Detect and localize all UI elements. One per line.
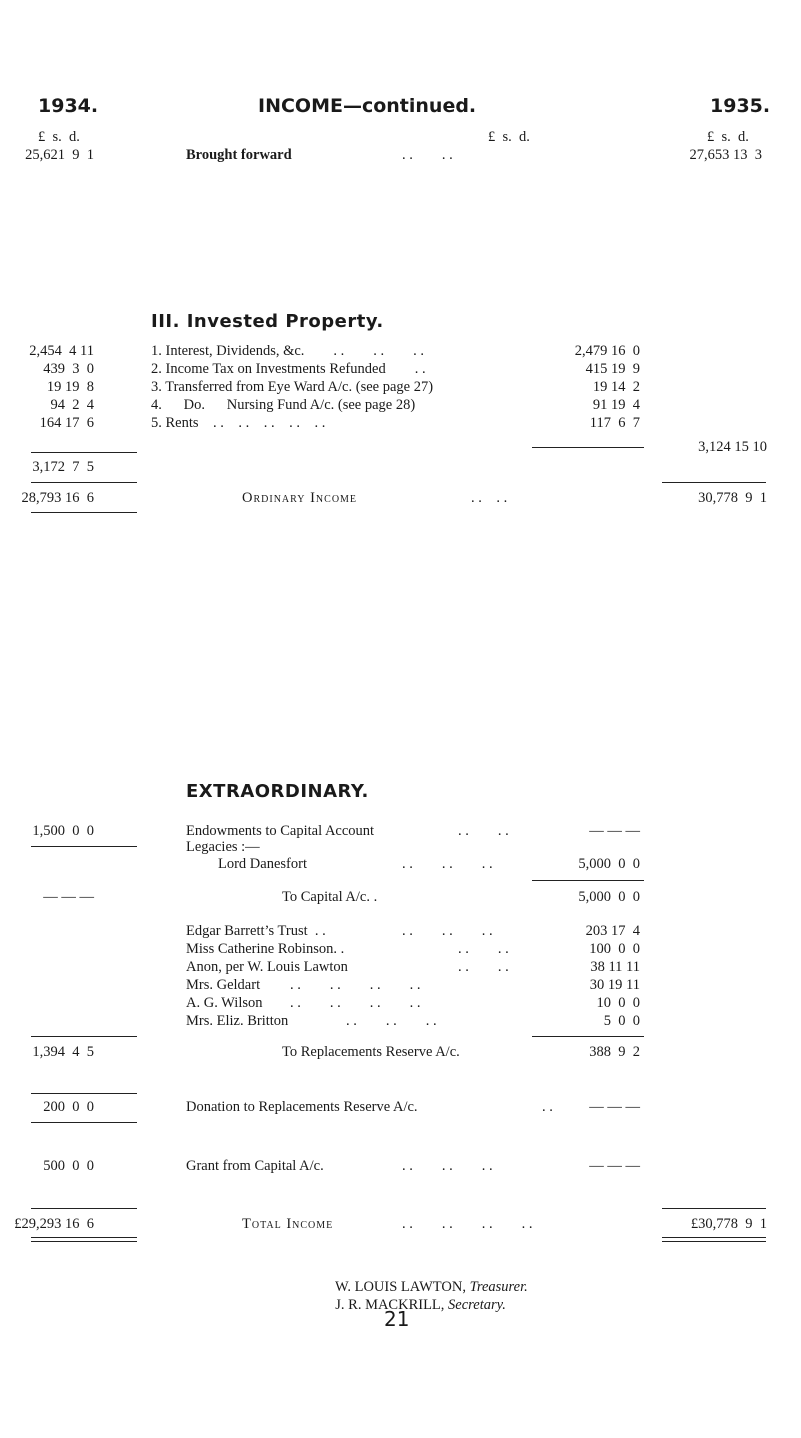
endowments-curr: — — —: [589, 823, 640, 839]
endowments-leaders: . . . .: [458, 823, 509, 839]
endowments-label: Endowments to Capital Account: [186, 823, 375, 839]
invested-total-curr: 3,124 15 10: [698, 439, 767, 455]
legacy-amount: 38 11 11: [590, 959, 640, 975]
legacy-leaders: . . . . . . . .: [290, 995, 421, 1011]
ordinary-label: Ordinary Income: [242, 490, 358, 506]
invested-curr: 415 19 9: [585, 361, 640, 377]
legacy-leaders: . . . . . .: [402, 923, 493, 939]
legacy-amount: 10 0 0: [596, 995, 640, 1011]
double-rule: [31, 1237, 137, 1242]
legacies-heading: Legacies :—: [186, 839, 260, 855]
divider: [532, 447, 644, 448]
legacy-amount: 100 0 0: [589, 941, 640, 957]
to-capital-curr: 5,000 0 0: [578, 889, 640, 905]
currency-right: £ s. d.: [707, 129, 749, 145]
legacy-label: A. G. Wilson: [186, 995, 263, 1011]
to-capital-prev: — — —: [43, 889, 94, 905]
invested-total-prev: 3,172 7 5: [32, 459, 94, 475]
legacy-leaders: . . . . . . . .: [290, 977, 421, 993]
total-curr: £30,778 9 1: [690, 1216, 767, 1232]
brought-forward-leaders: . . . .: [402, 147, 453, 163]
divider: [31, 1122, 137, 1123]
grant-prev: 500 0 0: [43, 1158, 94, 1174]
invested-prev: 439 3 0: [43, 361, 94, 377]
legacy-amount: 30 19 11: [589, 977, 640, 993]
to-replacements-label: To Replacements Reserve A/c.: [282, 1044, 460, 1060]
legacy-label: Edgar Barrett’s Trust . .: [186, 923, 326, 939]
grant-label: Grant from Capital A/c.: [186, 1158, 324, 1174]
ordinary-curr: 30,778 9 1: [698, 490, 767, 506]
legacy-label: Anon, per W. Louis Lawton: [186, 959, 348, 975]
currency-left: £ s. d.: [38, 129, 80, 145]
brought-forward-curr: 27,653 13 3: [689, 147, 762, 163]
invested-curr: 91 19 4: [592, 397, 640, 413]
year-left: 1934.: [38, 95, 99, 117]
brought-forward-prev: 25,621 9 1: [25, 147, 94, 163]
invested-curr: 19 14 2: [592, 379, 640, 395]
extraordinary-heading: EXTRAORDINARY.: [186, 781, 369, 802]
brought-forward-label: Brought forward: [186, 147, 292, 163]
secretary-signature: [328, 1280, 506, 1314]
donation-leaders: . .: [542, 1099, 553, 1115]
legacy-leaders: . . . . . .: [346, 1013, 437, 1029]
invested-label: 4. Do. Nursing Fund A/c. (see page 28): [151, 397, 416, 413]
invested-curr: 2,479 16 0: [574, 343, 640, 359]
invested-label: 2. Income Tax on Investments Refunded . .: [151, 361, 426, 377]
total-leaders: . . . . . . . .: [402, 1216, 533, 1232]
currency-mid: £ s. d.: [488, 129, 530, 145]
divider: [31, 846, 137, 847]
invested-heading: III. Invested Property.: [151, 311, 384, 332]
divider: [31, 1036, 137, 1037]
legacy-label: Mrs. Eliz. Britton: [186, 1013, 289, 1029]
to-capital-label: To Capital A/c. .: [282, 889, 378, 905]
total-prev: £29,293 16 6: [14, 1216, 94, 1232]
page-number: 21: [384, 1307, 410, 1331]
invested-prev: 19 19 8: [46, 379, 94, 395]
legacy-leaders: . . . .: [458, 959, 509, 975]
divider: [31, 452, 137, 453]
divider: [31, 512, 137, 513]
invested-curr: 117 6 7: [589, 415, 640, 431]
grant-leaders: . . . . . .: [402, 1158, 493, 1174]
invested-label: 3. Transferred from Eye Ward A/c. (see page 27): [151, 379, 434, 395]
total-label: Total Income: [242, 1216, 334, 1232]
danesfort-curr: 5,000 0 0: [578, 856, 640, 872]
danesfort-leaders: . . . . . .: [402, 856, 493, 872]
legacy-leaders: . . . .: [458, 941, 509, 957]
legacy-label: Miss Catherine Robinson. .: [186, 941, 345, 957]
divider: [532, 880, 644, 881]
legacy-label: Mrs. Geldart: [186, 977, 261, 993]
grant-curr: — — —: [589, 1158, 640, 1174]
divider: [662, 482, 766, 483]
double-rule: [662, 1237, 766, 1242]
divider: [532, 1036, 644, 1037]
ordinary-prev: 28,793 16 6: [21, 490, 94, 506]
donation-prev: 200 0 0: [43, 1099, 94, 1115]
invested-prev: 2,454 4 11: [29, 343, 94, 359]
invested-label: 5. Rents . . . . . . . . . .: [151, 415, 326, 431]
invested-label: 1. Interest, Dividends, &c. . . . . . .: [151, 343, 425, 359]
to-replacements-curr: 388 9 2: [589, 1044, 640, 1060]
to-replacements-prev: 1,394 4 5: [32, 1044, 94, 1060]
treasurer-name: W. LOUIS LAWTON,: [335, 1279, 466, 1295]
donation-label: Donation to Replacements Reserve A/c.: [186, 1099, 418, 1115]
danesfort-label: Lord Danesfort: [218, 856, 307, 872]
divider: [662, 1208, 766, 1209]
invested-prev: 94 2 4: [50, 397, 94, 413]
page-title: INCOME—continued.: [258, 95, 477, 117]
secretary-name: J. R. MACKRILL,: [335, 1297, 445, 1313]
divider: [31, 1208, 137, 1209]
ordinary-leaders: . . . .: [471, 490, 508, 506]
divider: [31, 1093, 137, 1094]
year-right: 1935.: [710, 95, 771, 117]
donation-curr: — — —: [589, 1099, 640, 1115]
endowments-prev: 1,500 0 0: [32, 823, 94, 839]
invested-prev: 164 17 6: [39, 415, 94, 431]
secretary-title: Secretary.: [448, 1297, 506, 1313]
divider: [31, 482, 137, 483]
legacy-amount: 203 17 4: [585, 923, 640, 939]
treasurer-title: Treasurer.: [469, 1279, 528, 1295]
legacy-amount: 5 0 0: [603, 1013, 640, 1029]
